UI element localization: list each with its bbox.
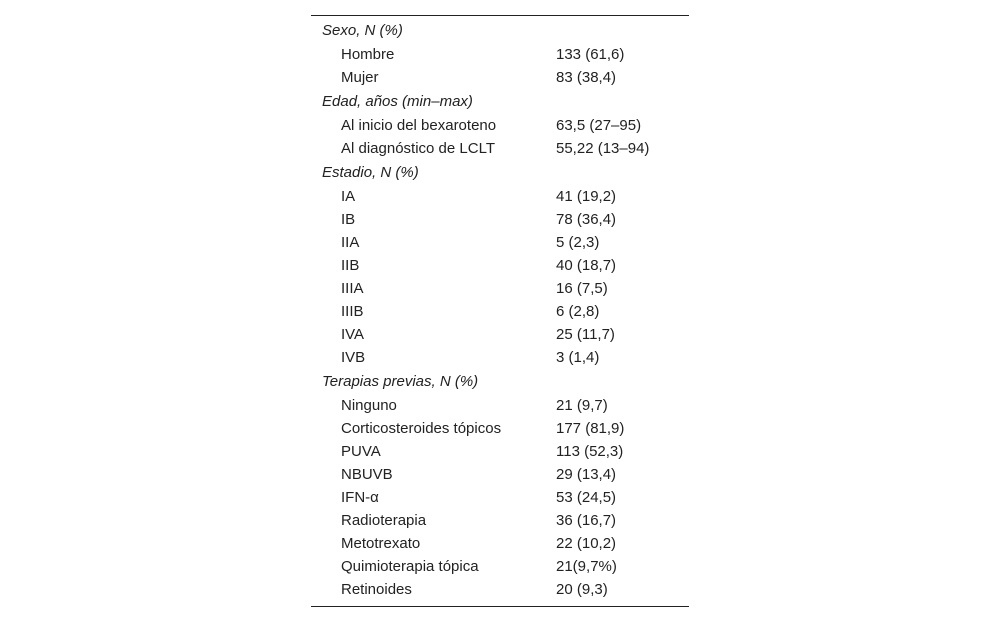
row-label: IVB <box>341 349 366 366</box>
table-row <box>311 185 689 208</box>
table-row <box>311 346 689 369</box>
row-value: 63,5 (27–95) <box>556 117 642 134</box>
row-label: IIB <box>341 257 360 274</box>
table-row <box>311 440 689 463</box>
row-label: IIA <box>341 234 360 251</box>
table-row <box>311 532 689 555</box>
table-row <box>311 486 689 509</box>
section-header-estadio: Estadio, N (%) <box>322 164 419 181</box>
table-row <box>311 463 689 486</box>
row-value: 6 (2,8) <box>556 303 600 320</box>
section-header-row <box>311 89 689 114</box>
row-value: 5 (2,3) <box>556 234 600 251</box>
row-value: 3 (1,4) <box>556 349 600 366</box>
row-label: Al inicio del bexaroteno <box>341 117 497 134</box>
section-header-edad: Edad, años (min–max) <box>322 93 473 110</box>
row-label: NBUVB <box>341 466 393 483</box>
table-row <box>311 137 689 160</box>
table-row <box>311 231 689 254</box>
row-value: 113 (52,3) <box>556 443 624 460</box>
table-row <box>311 394 689 417</box>
table-row <box>311 323 689 346</box>
row-label: IIIB <box>341 303 364 320</box>
patient-characteristics-table <box>311 15 689 607</box>
row-value: 40 (18,7) <box>556 257 617 274</box>
section-header-row <box>311 369 689 394</box>
row-label: IIIA <box>341 280 364 297</box>
table-row <box>311 254 689 277</box>
section-header-terapias: Terapias previas, N (%) <box>322 373 479 390</box>
row-label: Retinoides <box>341 581 412 598</box>
table-row <box>311 66 689 89</box>
table-row <box>311 509 689 532</box>
row-value: 20 (9,3) <box>556 581 608 598</box>
section-header-row <box>311 160 689 185</box>
row-value: 41 (19,2) <box>556 188 617 205</box>
row-label: Radioterapia <box>341 512 427 529</box>
row-label: Metotrexato <box>341 535 421 552</box>
row-value: 16 (7,5) <box>556 280 608 297</box>
row-value: 29 (13,4) <box>556 466 617 483</box>
row-value: 25 (11,7) <box>556 326 615 343</box>
row-value: 21(9,7%) <box>556 558 617 575</box>
row-label: Mujer <box>341 69 379 86</box>
row-label: IVA <box>341 326 365 343</box>
row-value: 36 (16,7) <box>556 512 617 529</box>
table-row <box>311 277 689 300</box>
table-row <box>311 300 689 323</box>
table-row <box>311 208 689 231</box>
row-label: IA <box>341 188 356 205</box>
row-value: 55,22 (13–94) <box>556 140 650 157</box>
row-label: Quimioterapia tópica <box>341 558 479 575</box>
row-value: 78 (36,4) <box>556 211 617 228</box>
row-label: PUVA <box>341 443 381 460</box>
table-row <box>311 43 689 66</box>
data-table <box>311 18 689 601</box>
row-label: Al diagnóstico de LCLT <box>341 140 495 157</box>
table-row <box>311 114 689 137</box>
row-label: IFN-α <box>341 489 379 506</box>
row-value: 133 (61,6) <box>556 46 625 63</box>
table-body <box>311 18 689 601</box>
row-value: 177 (81,9) <box>556 420 625 437</box>
section-header-sexo: Sexo, N (%) <box>322 22 403 39</box>
row-value: 21 (9,7) <box>556 397 608 414</box>
row-label: Ninguno <box>341 397 397 414</box>
section-header-row <box>311 18 689 43</box>
row-value: 22 (10,2) <box>556 535 617 552</box>
table-row <box>311 417 689 440</box>
row-label: Hombre <box>341 46 395 63</box>
table-row <box>311 555 689 578</box>
row-value: 83 (38,4) <box>556 69 617 86</box>
row-label: IB <box>341 211 356 228</box>
row-label: Corticosteroides tópicos <box>341 420 502 437</box>
row-value: 53 (24,5) <box>556 489 617 506</box>
table-row <box>311 578 689 601</box>
